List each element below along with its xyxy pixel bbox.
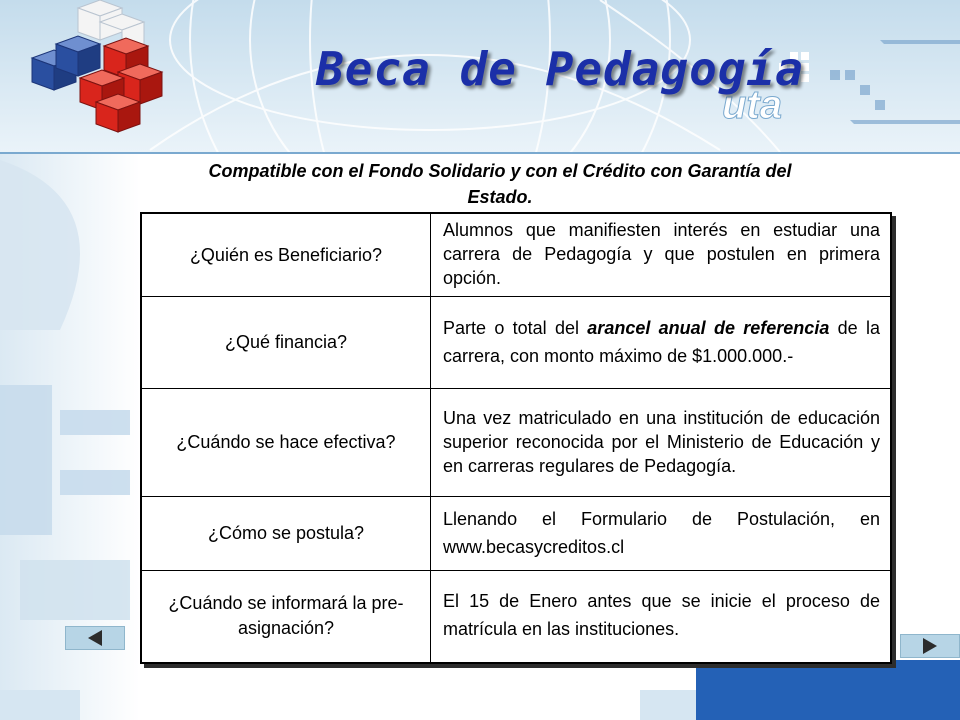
answer-text: de la carrera, con monto máximo de $1.000.000.- [443, 317, 880, 366]
answer-text: Parte o total del [443, 317, 588, 338]
triangle-right-icon [923, 638, 937, 654]
header-divider [0, 152, 960, 154]
question-cell: ¿Quién es Beneficiario? [141, 213, 431, 297]
question-cell: ¿Qué financia? [141, 297, 431, 389]
answer-cell: Llenando el Formulario de Postulación, en www.becasycreditos.cl [431, 497, 892, 571]
question-cell: ¿Cómo se postula? [141, 497, 431, 571]
table-row [141, 497, 891, 571]
table-row [141, 571, 891, 663]
svg-text:uta: uta [722, 83, 782, 127]
question-cell: ¿Cuándo se hace efectiva? [141, 389, 431, 497]
subtitle-line-1: Compatible con el Fondo Solidario y con el Crédito con Garantía del [208, 161, 792, 181]
answer-cell: El 15 de Enero antes que se inicie el proceso de matrícula en las instituciones. [431, 571, 892, 663]
scholarship-info-table [140, 212, 892, 664]
answer-emphasis: arancel anual de referencia [587, 317, 830, 338]
table-row [141, 297, 891, 389]
subtitle-line-2: Estado. [467, 187, 533, 207]
answer-cell [431, 297, 892, 389]
previous-slide-button[interactable] [65, 626, 125, 650]
table-row [141, 389, 891, 497]
slide-title: Beca de Pedagogía [316, 42, 804, 96]
question-cell: ¿Cuándo se informará la pre-asignación? [141, 571, 431, 663]
slide-subtitle [100, 158, 900, 210]
table-row [141, 213, 891, 297]
answer-cell: Alumnos que manifiesten interés en estudiar una carrera de Pedagogía y que postulen en primera opción. [431, 213, 892, 297]
triangle-left-icon [88, 630, 102, 646]
answer-cell: Una vez matriculado en una institución de educación superior reconocida por el Ministerio de Educación y en carreras regulares de Pedagogía. [431, 389, 892, 497]
next-slide-button[interactable] [900, 634, 960, 658]
